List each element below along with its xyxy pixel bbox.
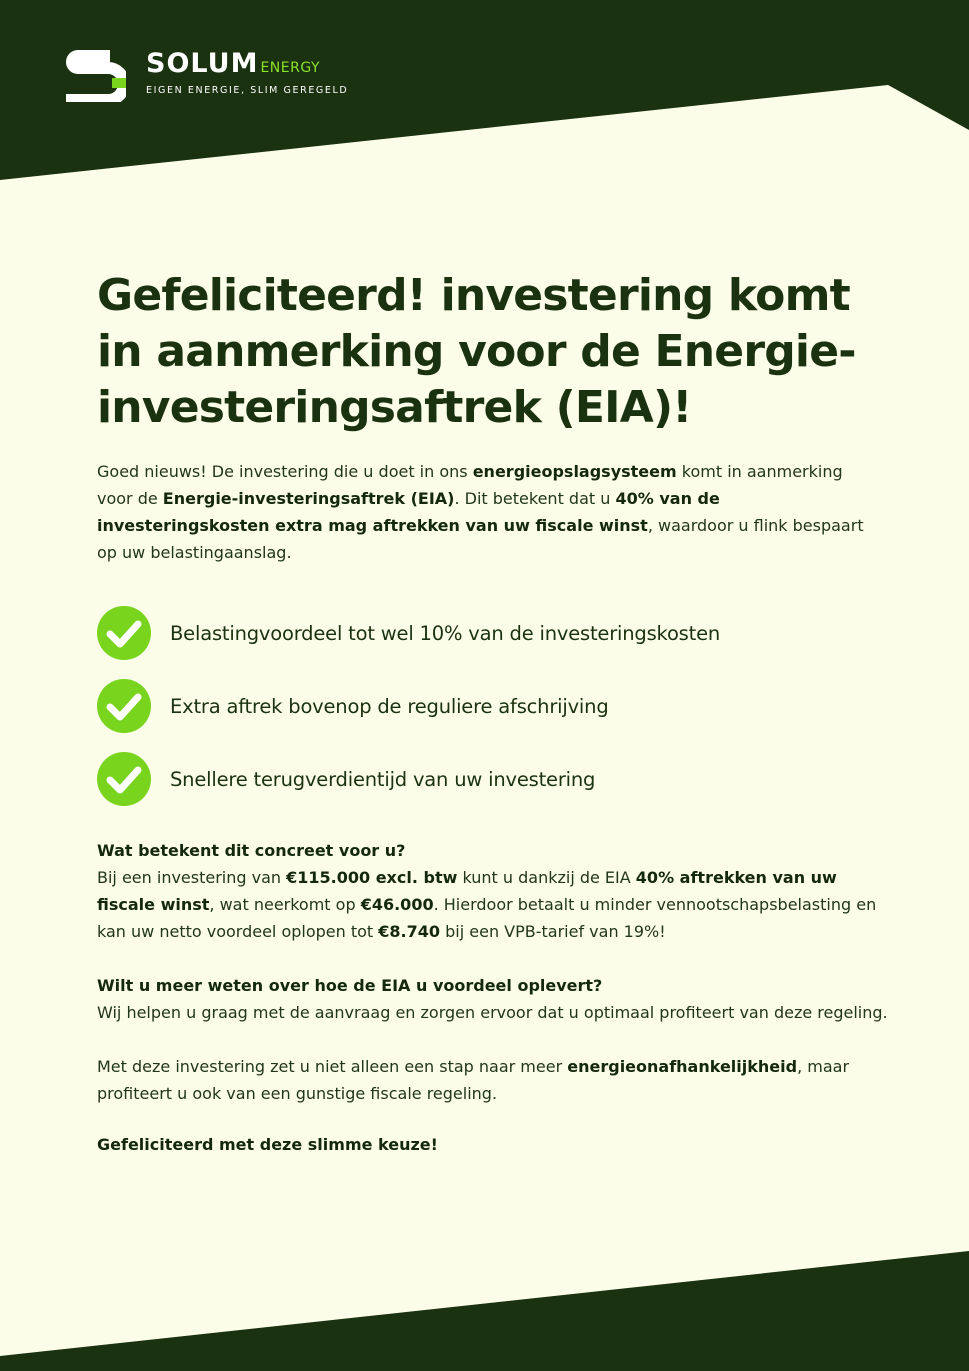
solum-s-logo-icon xyxy=(66,44,126,102)
brand-name-suffix: ENERGY xyxy=(260,59,321,76)
footer-background xyxy=(0,1241,969,1371)
more-info-text: Wij helpen u graag met de aanvraag en zorgen ervoor dat u optimaal profiteert van deze regeling. xyxy=(97,1003,888,1022)
independence-section xyxy=(97,1053,897,1107)
intro-paragraph: Goed nieuws! De investering die u doet in ons energieopslagsysteem komt in aanmerking voor de Energie-investeringsaftrek (EIA). Dit betekent dat u 40% van de investeringskosten extra mag aftrekken van uw fiscale winst, waardoor u flink bespaart op uw belastingaanslag. xyxy=(97,462,864,562)
concrete-paragraph: Bij een investering van €115.000 excl. btw kunt u dankzij de EIA 40% aftrekken van uw fiscale winst, wat neerkomt op €46.000. Hierdoor betaalt u minder vennootschapsbelasting en kan uw netto voordeel oplopen tot €8.740 bij een VPB-tarief van 19%! xyxy=(97,868,877,941)
benefit-text: Belastingvoordeel tot wel 10% van de investeringskosten xyxy=(170,621,721,645)
letter-content xyxy=(97,268,897,1154)
more-info-title: Wilt u meer weten over hoe de EIA u voordeel oplevert? xyxy=(97,976,603,995)
benefit-item xyxy=(97,752,897,806)
brand-name: SOLUM ENERGY xyxy=(146,47,321,79)
benefit-text: Extra aftrek bovenop de reguliere afschrijving xyxy=(170,694,609,718)
brand-tagline: EIGEN ENERGIE, SLIM GEREGELD xyxy=(146,84,349,96)
check-circle-icon xyxy=(97,752,151,806)
more-info-section xyxy=(97,972,897,1026)
benefits-list xyxy=(97,606,897,806)
solum-energy-logo xyxy=(66,44,348,102)
closing-line: Gefeliciteerd met deze slimme keuze! xyxy=(97,1135,438,1154)
check-circle-icon xyxy=(97,679,151,733)
concrete-section xyxy=(97,837,897,945)
check-circle-icon xyxy=(97,606,151,660)
benefit-text: Snellere terugverdientijd van uw investering xyxy=(170,767,596,791)
benefit-item xyxy=(97,606,897,660)
page-title: Gefeliciteerd! investering komt in aanmerking voor de Energie-investeringsaftrek (EIA)! xyxy=(97,270,856,433)
concrete-title: Wat betekent dit concreet voor u? xyxy=(97,841,406,860)
independence-paragraph: Met deze investering zet u niet alleen een stap naar meer energieonafhankelijkheid, maar profiteert u ook van een gunstige fiscale regeling. xyxy=(97,1057,850,1103)
benefit-item xyxy=(97,679,897,733)
